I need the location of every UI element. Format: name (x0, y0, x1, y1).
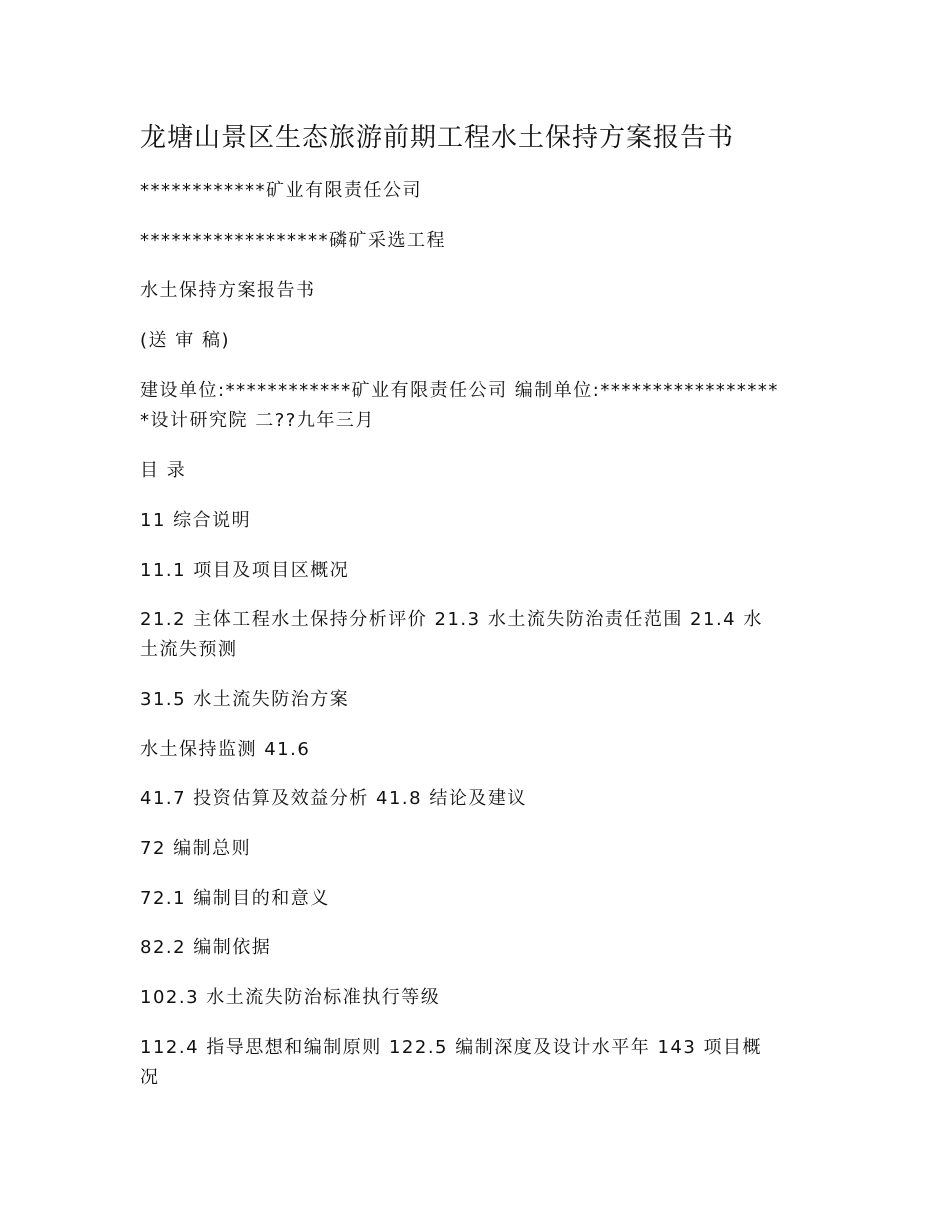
toc-entry: 72.1 编制目的和意义 (140, 888, 330, 909)
toc-entry: 21.2 主体工程水土保持分析评价 21.3 水土流失防治责任范围 21.4 水 (140, 609, 763, 630)
toc-entry: 112.4 指导思想和编制原则 122.5 编制深度及设计水平年 143 项目概 (140, 1037, 763, 1058)
toc-entry-continued: 况 (140, 1067, 160, 1088)
toc-entry: 102.3 水土流失防治标准执行等级 (140, 987, 441, 1008)
toc-entry: 水土保持监测 41.6 (140, 739, 311, 760)
document-title: 龙塘山景区生态旅游前期工程水土保持方案报告书 (140, 123, 735, 153)
toc-entry: 41.7 投资估算及效益分析 41.8 结论及建议 (140, 788, 527, 809)
toc-entry: 82.2 编制依据 (140, 937, 272, 958)
toc-entry: 31.5 水土流失防治方案 (140, 689, 350, 710)
toc-entry: 11.1 项目及项目区概况 (140, 560, 350, 581)
toc-entry: 11 综合说明 (140, 510, 252, 531)
units-line: 建设单位:************矿业有限责任公司 编制单位:***************** (140, 380, 779, 401)
units-line-continued: *设计研究院 二??九年三月 (140, 410, 375, 431)
draft-status-line: (送 审 稿) (140, 330, 230, 351)
company-name-line: ************矿业有限责任公司 (140, 180, 422, 201)
report-type-line: 水土保持方案报告书 (140, 280, 316, 301)
project-name-line: ******************磷矿采选工程 (140, 230, 446, 251)
toc-heading: 目 录 (140, 460, 187, 481)
toc-entry: 72 编制总则 (140, 838, 252, 859)
toc-entry-continued: 土流失预测 (140, 639, 238, 660)
